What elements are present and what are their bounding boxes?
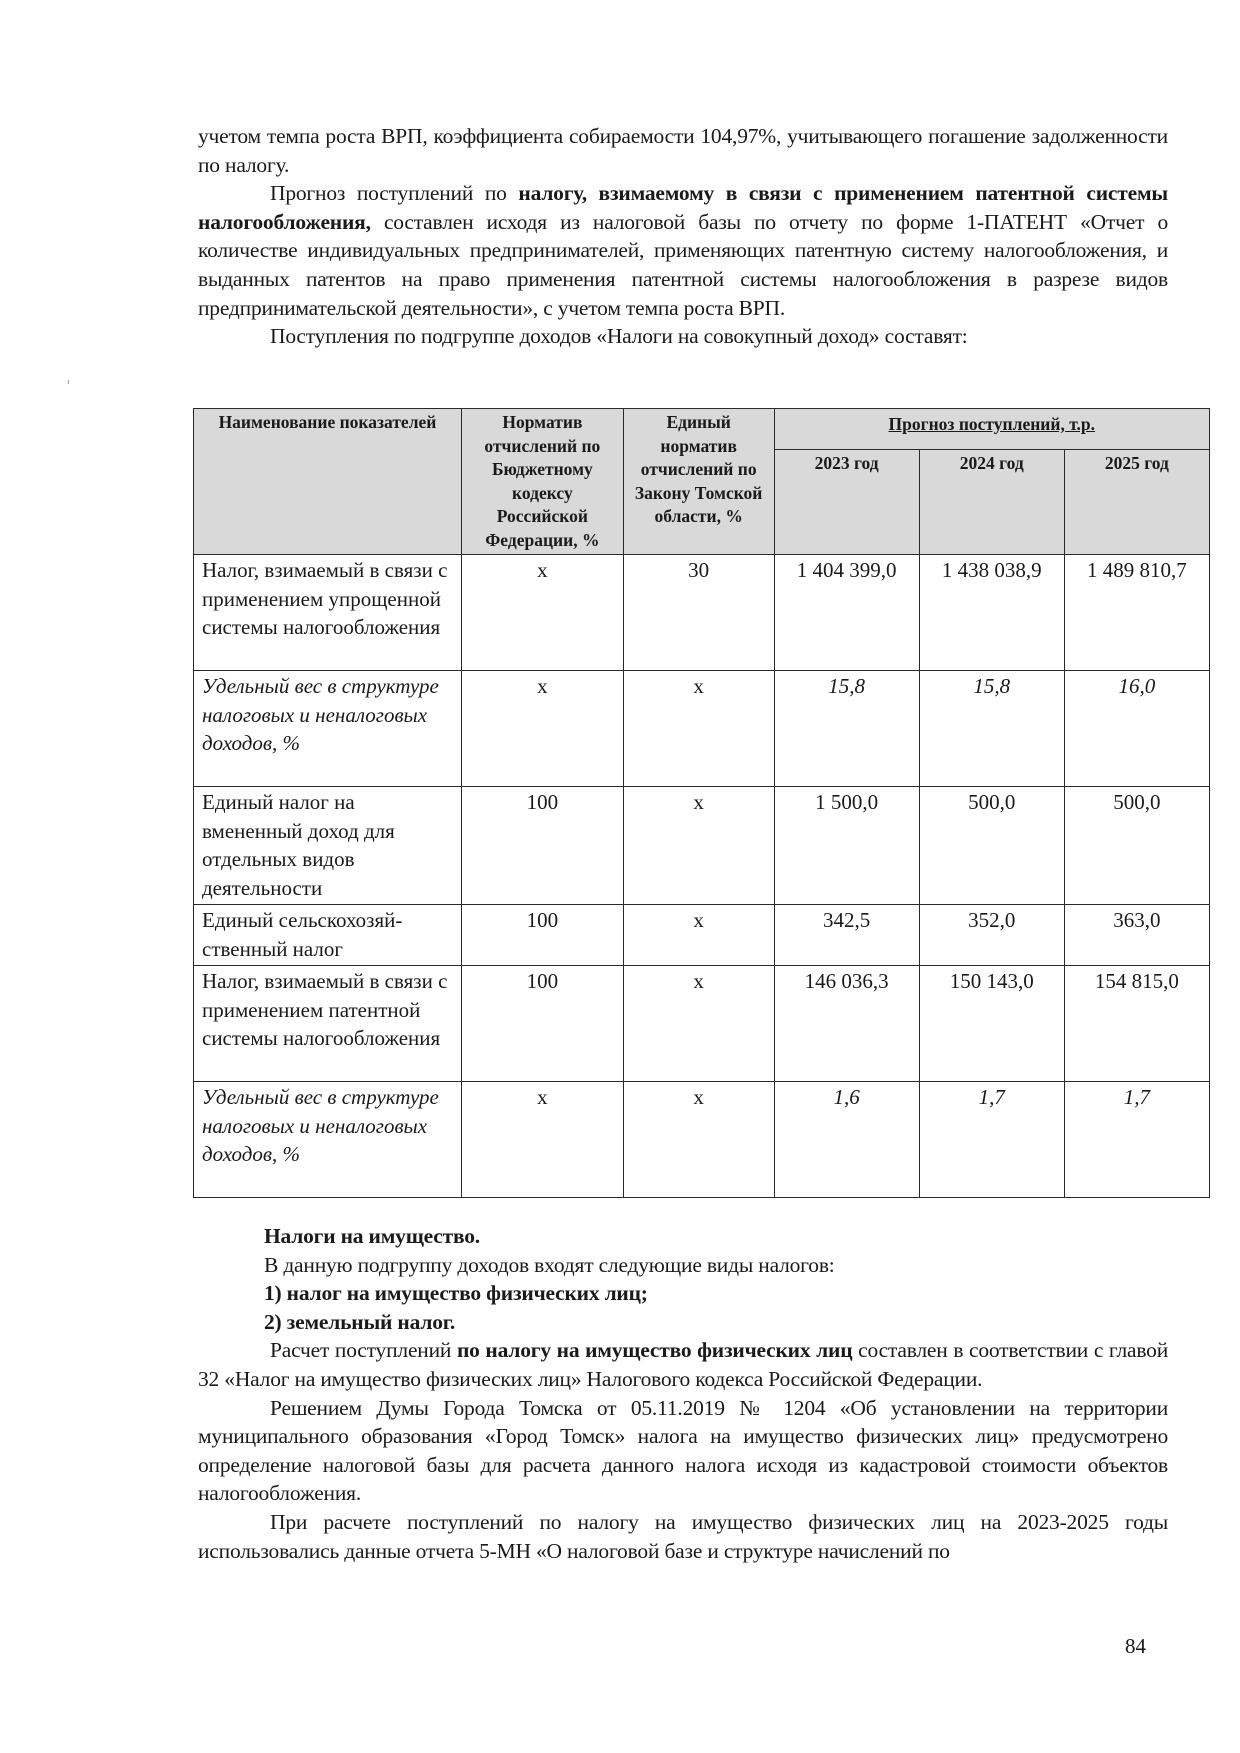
table-row: Единый сельскохозяй-ственный налог 100 х 342,5 352,0 363,0 xyxy=(194,905,1210,966)
scan-mark xyxy=(68,380,69,384)
header-name: Наименование показателей xyxy=(194,409,462,555)
header-2024: 2024 год xyxy=(919,450,1064,555)
list-item: 1) налог на имущество физических лиц; xyxy=(264,1281,648,1306)
header-2025: 2025 год xyxy=(1064,450,1209,555)
header-forecast-group: Прогноз поступлений, т.р. xyxy=(774,409,1209,450)
subgroup-intro: В данную подгруппу доходов входят следующие виды налогов: xyxy=(264,1252,835,1277)
paragraph-duma-decision: Решением Думы Города Томска от 05.11.2019 № 1204 «Об установлении на территории муниципального образования «Город Томск» налога на имущество физических лиц» предусмотрено определение налоговой базы для расчета данного налога исходя из кадастровой стоимости объектов налогообложения. xyxy=(198,1395,1168,1506)
intro-text xyxy=(198,122,1168,351)
paragraph-collection-rate: учетом темпа роста ВРП, коэффициента собираемости 104,97%, учитывающего погашение задолженности по налогу. xyxy=(198,124,1168,177)
aggregate-income-tax-table xyxy=(193,408,1210,1198)
header-norm-tomsk: Единый норматив отчислений по Закону Томской области, % xyxy=(623,409,774,555)
page-number: 84 xyxy=(1125,1634,1146,1658)
table-row: Налог, взимаемый в связи с применением упрощенной системы налогообложения х 30 1 404 399,0 1 438 038,9 1 489 810,7 xyxy=(194,555,1210,671)
table-row: Удельный вес в структуре налоговых и неналоговых доходов, % х х 1,6 1,7 1,7 xyxy=(194,1082,1210,1198)
table-row: Удельный вес в структуре налоговых и неналоговых доходов, % х х 15,8 15,8 16,0 xyxy=(194,671,1210,787)
header-2023: 2023 год xyxy=(774,450,919,555)
paragraph-patent-forecast: Прогноз поступлений по налогу, взимаемому в связи с применением патентной системы налогообложения, составлен исходя из налоговой базы по отчету по форме 1-ПАТЕНТ «Отчет о количестве индивидуальных предпринимателей, применяющих патентную систему налогообложения, и выданных патентов на право применения патентной системы налогообложения в разрезе видов предпринимательской деятельности», с учетом темпа роста ВРП. xyxy=(198,181,1169,320)
property-taxes-section xyxy=(198,1222,1168,1565)
list-item: 2) земельный налог. xyxy=(264,1309,456,1334)
header-norm-bk: Норматив отчислений по Бюджетному кодексу Российской Федерации, % xyxy=(461,409,623,555)
table-row: Единый налог на вмененный доход для отдельных видов деятельности 100 х 1 500,0 500,0 500,0 xyxy=(194,787,1210,905)
paragraph-5mn-report: При расчете поступлений по налогу на имущество физических лиц на 2023-2025 годы использовались данные отчета 5-МН «О налоговой базе и структуре начислений по xyxy=(198,1509,1168,1563)
table-row: Налог, взимаемый в связи с применением патентной системы налогообложения 100 х 146 036,3 150 143,0 154 815,0 xyxy=(194,966,1210,1082)
section-heading: Налоги на имущество. xyxy=(264,1224,480,1248)
paragraph-calculation: Расчет поступлений по налогу на имущество физических лиц составлен в соответствии с главой 32 «Налог на имущество физических лиц» Налогового кодекса Российской Федерации. xyxy=(198,1338,1168,1391)
table-intro: Поступления по подгруппе доходов «Налоги на совокупный доход» составят: xyxy=(270,324,968,349)
